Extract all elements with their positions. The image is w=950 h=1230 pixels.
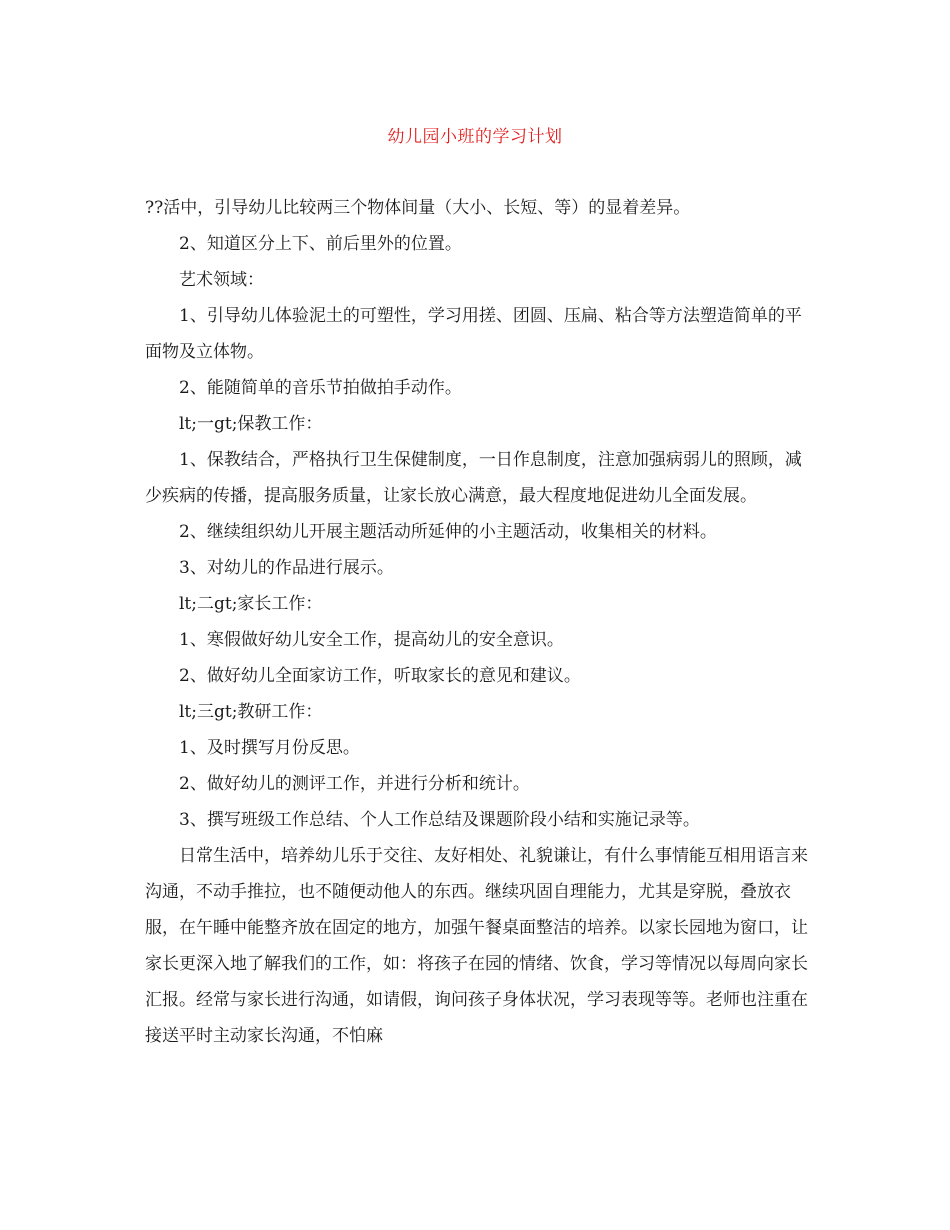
paragraph: 1、及时撰写月份反思。 bbox=[179, 738, 360, 758]
paragraph: lt;一gt;保教工作： bbox=[179, 414, 323, 434]
document-body bbox=[145, 190, 815, 1054]
paragraph: 2、知道区分上下、前后里外的位置。 bbox=[179, 234, 462, 254]
paragraph: 2、继续组织幼儿开展主题活动所延伸的小主题活动，收集相关的材料。 bbox=[179, 522, 717, 542]
paragraph: lt;二gt;家长工作： bbox=[179, 594, 323, 614]
paragraph: 1、引导幼儿体验泥土的可塑性，学习用搓、团圆、压扁、粘合等方法塑造简单的平面物及立体物。 bbox=[145, 306, 802, 362]
paragraph: 2、能随简单的音乐节拍做拍手动作。 bbox=[179, 378, 462, 398]
paragraph: 1、寒假做好幼儿安全工作，提高幼儿的安全意识。 bbox=[179, 630, 564, 650]
paragraph: 艺术领域： bbox=[179, 270, 264, 290]
document-title: 幼儿园小班的学习计划 bbox=[387, 127, 563, 147]
paragraph: 2、做好幼儿的测评工作，并进行分析和统计。 bbox=[179, 774, 530, 794]
paragraph: 3、对幼儿的作品进行展示。 bbox=[179, 558, 394, 578]
paragraph: ??活中，引导幼儿比较两三个物体间量（大小、长短、等）的显着差异。 bbox=[145, 198, 691, 218]
paragraph: 1、保教结合，严格执行卫生保健制度，一日作息制度，注意加强病弱儿的照顾，减少疾病的传播，提高服务质量，让家长放心满意，最大程度地促进幼儿全面发展。 bbox=[145, 450, 802, 506]
paragraph: 2、做好幼儿全面家访工作，听取家长的意见和建议。 bbox=[179, 666, 581, 686]
paragraph: 日常生活中，培养幼儿乐于交往、友好相处、礼貌谦让，有什么事情能互相用语言来沟通，不动手推拉，也不随便动他人的东西。继续巩固自理能力，尤其是穿脱，叠放衣服，在午睡中能整齐放在固定的地方，加强午餐桌面整洁的培养。以家长园地为窗口，让家长更深入地了解我们的工作，如：将孩子在园的情绪、饮食，学习等情况以每周向家长汇报。经常与家长进行沟通，如请假，询问孩子身体状况，学习表现等等。老师也注重在接送平时主动家长沟通，不怕麻 bbox=[145, 846, 808, 1046]
paragraph: lt;三gt;教研工作： bbox=[179, 702, 323, 722]
paragraph: 3、撰写班级工作总结、个人工作总结及课题阶段小结和实施记录等。 bbox=[179, 810, 700, 830]
